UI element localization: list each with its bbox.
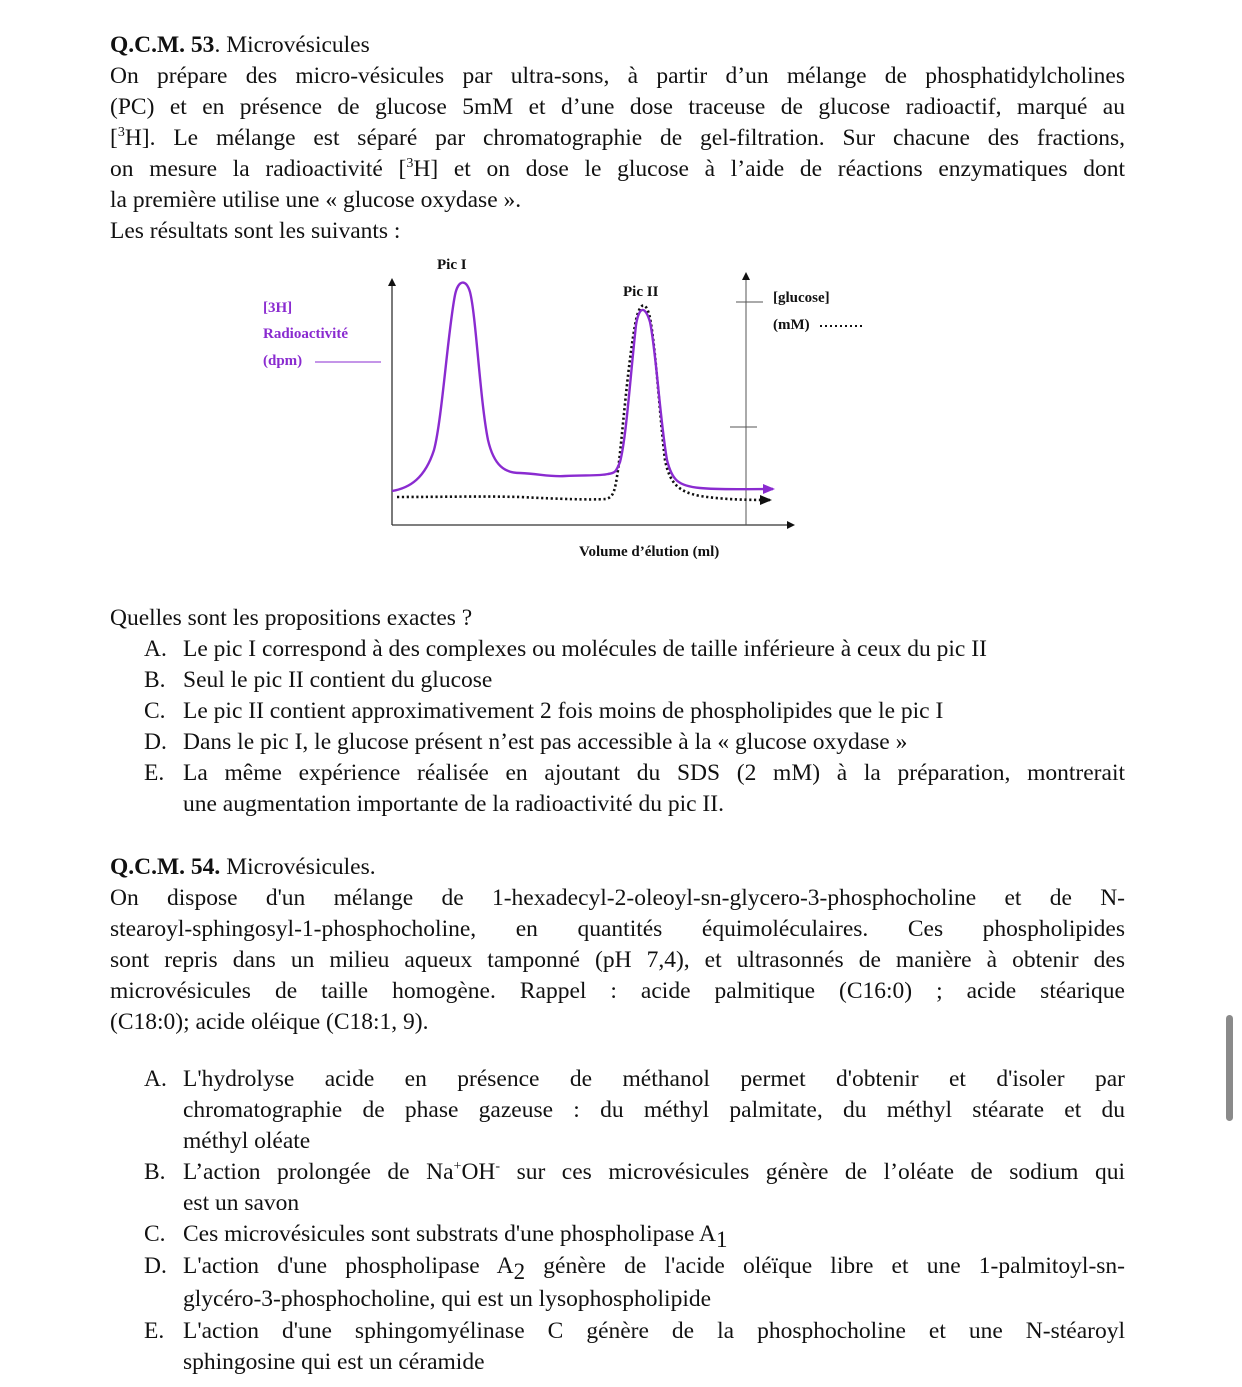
qcm53-number: Q.C.M. 53	[110, 32, 215, 58]
x-axis-label: Volume d’élution (ml)	[579, 544, 720, 560]
intro-line: Les résultats sont les suivants :	[110, 218, 401, 244]
y2-axis-label-2: (mM)	[773, 317, 810, 333]
qcm53-question: Quelles sont les propositions exactes ?	[110, 605, 473, 631]
qcm53-title	[110, 30, 1125, 61]
intro-line: stearoyl-sphingosyl-1-phosphocholine, en quantités équimoléculaires. Ces phospholipides	[110, 916, 1125, 942]
option-e: E. L'action d'une sphingomyélinase C génère de la phosphocholine et une N-stéaroyl sphingosine qui est un céramide	[144, 1318, 1125, 1375]
option-d: D. Dans le pic I, le glucose présent n’est pas accessible à la « glucose oxydase »	[144, 729, 908, 755]
option-d: D. L'action d'une phospholipase $A_2$ génère de l'acide oléïque libre et une 1-palmitoyl-sn- glycéro-3-phosphocholine, qui est un lysophospholipide	[144, 1253, 1126, 1312]
intro-line: On dispose d'un mélange de 1-hexadecyl-2-oleoyl-sn-glycero-3-phosphocholine et de N-	[110, 885, 1125, 911]
document-page	[110, 30, 1125, 1378]
option-e: E. La même expérience réalisée en ajoutant du SDS (2 mM) à la préparation, montrerait une augmentation importante de la radioactivité du pic II.	[144, 760, 1125, 817]
intro-line: On prépare des micro-vésicules par ultra-sons, à partir d’un mélange de phosphatidylcholines	[110, 63, 1125, 89]
option-c: C. Le pic II contient approximativement 2 fois moins de phospholipides que le pic I	[144, 698, 944, 724]
qcm54-options	[144, 1064, 1125, 1378]
peak-1-label: Pic I	[437, 257, 467, 273]
y-axis-label-2: Radioactivité	[263, 326, 348, 342]
intro-line: [$^3$H]. Le mélange est séparé par chromatographie de gel-filtration. Sur chacune des fractions,	[110, 125, 1125, 151]
qcm54-title	[110, 852, 1125, 883]
option-c: C. Ces microvésicules sont substrats d'une phospholipase $A_1$	[144, 1221, 728, 1252]
peak-2-label: Pic II	[623, 284, 659, 300]
intro-line: sont repris dans un milieu aqueux tamponné (pH 7,4), et ultrasonnés de manière à obtenir des	[110, 947, 1125, 973]
option-b: B. Seul le pic II contient du glucose	[144, 667, 493, 693]
qcm53-title-text: . Microvésicules	[214, 32, 370, 58]
option-b: B. L’action prolongée de Na+OH- sur ces microvésicules génère de l’oléate de sodium qui est un savon	[144, 1159, 1125, 1216]
intro-line: (PC) et en présence de glucose 5mM et d’une dose traceuse de glucose radioactif, marqué au	[110, 94, 1125, 120]
option-a: A. L'hydrolyse acide en présence de méthanol permet d'obtenir et d'isoler par chromatographie de phase gazeuse : du méthyl palmitate, du méthyl stéarate et du méthyl oléate	[144, 1066, 1125, 1154]
y2-axis-label-1: [glucose]	[773, 290, 830, 306]
qcm53-intro	[110, 61, 1125, 247]
intro-line: (C18:0); acide oléique (C18:1, 9).	[110, 1009, 429, 1035]
qcm54-number: Q.C.M. 54.	[110, 854, 221, 880]
option-a: A. Le pic I correspond à des complexes ou molécules de taille inférieure à ceux du pic II	[144, 636, 987, 662]
qcm54-intro	[110, 883, 1125, 1038]
intro-line: la première utilise une « glucose oxydase ».	[110, 187, 522, 213]
figure-spacer	[110, 247, 1125, 603]
intro-line: microvésicules de taille homogène. Rappel : acide palmitique (C16:0) ; acide stéarique	[110, 978, 1125, 1004]
y-axis-label-3: (dpm)	[263, 353, 303, 369]
qcm54-title-text: Microvésicules.	[220, 854, 376, 880]
vertical-scrollbar[interactable]	[1226, 1015, 1233, 1121]
qcm53-options	[144, 634, 1125, 820]
intro-line: on mesure la radioactivité [$^3$H] et on dose le glucose à l’aide de réactions enzymatiques dont	[110, 156, 1125, 182]
y-axis-label-1: [3H]	[263, 300, 293, 316]
